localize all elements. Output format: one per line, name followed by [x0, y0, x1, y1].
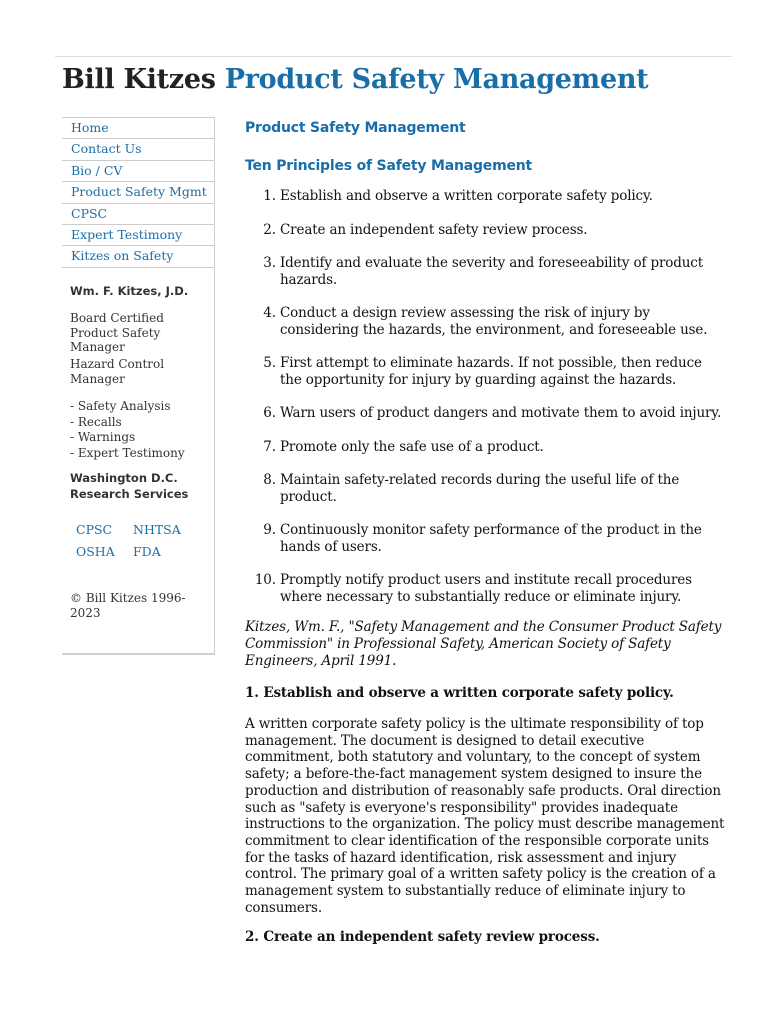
principle-item: 1. Establish and observe a written corporate safety policy.	[280, 188, 725, 205]
service-item: - Warnings	[70, 430, 136, 444]
sidebar-nav	[62, 117, 214, 268]
principle-item: 9. Continuously monitor safety performance of the product in the hands of users.	[280, 522, 725, 555]
citation: Kitzes, Wm. F., "Safety Management and the Consumer Product Safety Commission" in Professional Safety, American Society of Safety Engineers, April 1991.	[245, 619, 722, 669]
nav-item-cpsc[interactable]	[62, 204, 214, 225]
page-heading: Product Safety Management	[245, 120, 466, 136]
section-1-title: 1. Establish and observe a written corporate safety policy.	[245, 685, 674, 701]
service-item: - Recalls	[70, 414, 122, 429]
site-title	[62, 60, 648, 100]
nav-link-contact[interactable]: Contact Us	[71, 141, 142, 157]
agency-link-fda[interactable]: FDA	[133, 544, 161, 559]
author-name: Wm. F. Kitzes, J.D.	[70, 284, 189, 298]
nav-item-product-safety[interactable]	[62, 182, 214, 203]
agency-link-osha[interactable]: OSHA	[76, 544, 115, 559]
agency-link-cpsc[interactable]: CPSC	[76, 522, 113, 537]
nav-link-bio[interactable]: Bio / CV	[71, 162, 123, 178]
nav-link-expert-testimony[interactable]: Expert Testimony	[71, 226, 183, 242]
copyright: © Bill Kitzes 1996-2023	[70, 591, 186, 620]
agency-links	[76, 519, 206, 563]
location-heading: Washington D.C. Research Services	[70, 471, 189, 501]
nav-link-product-safety[interactable]: Product Safety Mgmt	[71, 184, 207, 200]
service-item: - Expert Testimony	[70, 445, 185, 460]
principle-item: 5. First attempt to eliminate hazards. If not possible, then reduce the opportunity for injury by guarding against the hazards.	[280, 355, 725, 388]
principle-item: 8. Maintain safety-related records during the useful life of the product.	[280, 472, 725, 505]
nav-link-home[interactable]: Home	[71, 120, 109, 135]
principles-list	[245, 188, 725, 605]
section-1-body: A written corporate safety policy is the ultimate responsibility of top management. The document is designed to detail executive commitment, both statutory and voluntary, to the concept of system safety; a before-the-fact management system designed to insure the production and distribution of reasonably safe products. Oral direction such as "safety is everyone's responsibility" provides inadequate instructions to the organization. The policy must describe management commitment to clear identification of the responsible corporate units for the tasks of hazard identification, risk assessment and injury control. The primary goal of a written safety policy is the creation of a management system to substantially reduce of eliminate injury to consumers.	[245, 716, 725, 916]
site-title-subject: Product Safety Management	[224, 64, 649, 95]
principle-item: 2. Create an independent safety review process.	[280, 222, 725, 239]
nav-item-home[interactable]	[62, 118, 214, 139]
nav-item-bio[interactable]	[62, 161, 214, 182]
nav-item-contact[interactable]	[62, 139, 214, 160]
nav-link-cpsc[interactable]: CPSC	[71, 205, 108, 221]
principle-item: 4. Conduct a design review assessing the risk of injury by considering the hazards, the environment, and foreseeable use.	[280, 305, 725, 338]
principle-item: 7. Promote only the safe use of a product.	[280, 439, 725, 456]
nav-item-expert-testimony[interactable]	[62, 225, 214, 246]
main-content	[245, 118, 725, 946]
principle-item: 6. Warn users of product dangers and motivate them to avoid injury.	[280, 405, 725, 422]
credential-board-certified: Board Certified Product Safety Manager	[70, 311, 164, 354]
principles-heading: Ten Principles of Safety Management	[245, 158, 533, 174]
principle-item: 10. Promptly notify product users and institute recall procedures where necessary to substantially reduce or eliminate injury.	[280, 572, 725, 605]
agency-link-nhtsa[interactable]: NHTSA	[133, 522, 181, 537]
section-2-title: 2. Create an independent safety review process.	[245, 929, 600, 946]
nav-item-kitzes-on-safety[interactable]	[62, 246, 214, 267]
header-divider	[55, 56, 732, 57]
principle-item: 3. Identify and evaluate the severity and foreseeability of product hazards.	[280, 255, 725, 288]
site-title-name: Bill Kitzes	[62, 64, 216, 95]
sidebar	[62, 117, 215, 655]
nav-link-kitzes-on-safety[interactable]: Kitzes on Safety	[71, 248, 174, 264]
credential-hazard-control: Hazard Control Manager	[70, 357, 165, 386]
service-item: - Safety Analysis	[70, 399, 171, 413]
services-list	[70, 399, 215, 461]
